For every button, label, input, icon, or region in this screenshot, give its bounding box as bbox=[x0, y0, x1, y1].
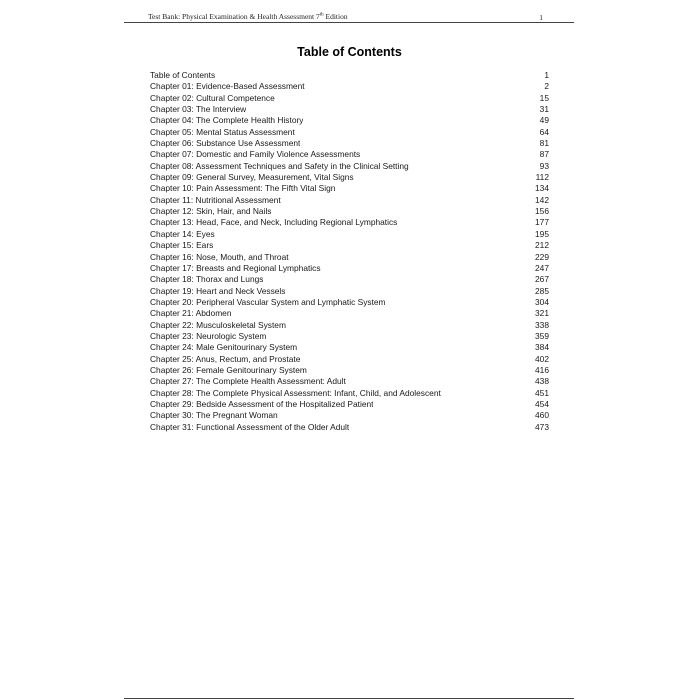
toc-entry[interactable] bbox=[150, 286, 549, 297]
toc-entry-label: Chapter 05: Mental Status Assessment bbox=[150, 126, 295, 137]
toc-heading: Table of Contents bbox=[297, 45, 402, 59]
toc-entry-page: 156 bbox=[535, 206, 549, 217]
toc-entry-label: Chapter 13: Head, Face, and Neck, Including Regional Lymphatics bbox=[150, 217, 398, 228]
toc-entry[interactable] bbox=[150, 354, 549, 365]
toc-entry-label: Chapter 10: Pain Assessment: The Fifth Vital Sign bbox=[150, 183, 336, 194]
toc-entry-page: 416 bbox=[535, 364, 549, 375]
toc-entry-label: Chapter 07: Domestic and Family Violence Assessments bbox=[150, 149, 361, 160]
toc-entry-label: Chapter 23: Neurologic System bbox=[150, 330, 267, 341]
toc-entry-page: 31 bbox=[539, 104, 549, 115]
toc-entry-label: Chapter 03: The Interview bbox=[150, 104, 247, 115]
toc-entry[interactable] bbox=[150, 195, 549, 206]
toc-entry[interactable] bbox=[150, 115, 549, 126]
toc-entry-label: Chapter 12: Skin, Hair, and Nails bbox=[150, 206, 272, 217]
toc-entry-page: 93 bbox=[539, 160, 549, 171]
header-page-number: 1 bbox=[539, 13, 543, 22]
toc-entry-page: 229 bbox=[535, 251, 549, 262]
header-divider bbox=[124, 22, 574, 23]
toc-entry-label: Chapter 28: The Complete Physical Assessment: Infant, Child, and Adolescent bbox=[150, 387, 441, 398]
toc-entry-page: 212 bbox=[535, 240, 549, 251]
toc-list bbox=[150, 70, 549, 433]
toc-entry-label: Chapter 24: Male Genitourinary System bbox=[150, 342, 298, 353]
toc-entry-page: 81 bbox=[539, 138, 549, 149]
toc-entry-label: Chapter 14: Eyes bbox=[150, 228, 215, 239]
toc-entry-page: 338 bbox=[535, 319, 549, 330]
toc-entry-page: 195 bbox=[535, 228, 549, 239]
toc-entry[interactable] bbox=[150, 104, 549, 115]
toc-entry-label: Chapter 27: The Complete Health Assessment: Adult bbox=[150, 376, 346, 387]
toc-entry-page: 134 bbox=[535, 183, 549, 194]
toc-entry-label: Chapter 22: Musculoskeletal System bbox=[150, 319, 286, 330]
toc-entry-label: Chapter 18: Thorax and Lungs bbox=[150, 274, 264, 285]
toc-entry[interactable] bbox=[150, 399, 549, 410]
toc-entry-page: 112 bbox=[535, 172, 549, 183]
toc-entry-page: 87 bbox=[539, 149, 549, 160]
toc-entry-label: Chapter 17: Breasts and Regional Lymphatics bbox=[150, 262, 321, 273]
toc-entry[interactable] bbox=[150, 365, 549, 376]
toc-entry[interactable] bbox=[150, 183, 549, 194]
footer-divider bbox=[124, 698, 574, 699]
toc-entry[interactable] bbox=[150, 263, 549, 274]
toc-entry[interactable] bbox=[150, 161, 549, 172]
toc-entry-label: Chapter 15: Ears bbox=[150, 240, 214, 251]
toc-entry-label: Chapter 21: Abdomen bbox=[150, 308, 232, 319]
toc-entry[interactable] bbox=[150, 331, 549, 342]
toc-entry[interactable] bbox=[150, 252, 549, 263]
toc-entry-page: 267 bbox=[535, 274, 549, 285]
toc-entry[interactable] bbox=[150, 206, 549, 217]
toc-entry-label: Table of Contents bbox=[150, 70, 216, 80]
header-title-text: Test Bank: Physical Examination & Health Assessment 7 bbox=[148, 12, 320, 21]
toc-entry-page: 321 bbox=[535, 308, 549, 319]
toc-entry-page: 402 bbox=[535, 353, 549, 364]
toc-entry-page: 304 bbox=[535, 296, 549, 307]
toc-entry[interactable] bbox=[150, 127, 549, 138]
toc-entry[interactable] bbox=[150, 342, 549, 353]
toc-entry-page: 2 bbox=[544, 81, 549, 92]
toc-entry-label: Chapter 01: Evidence-Based Assessment bbox=[150, 81, 305, 92]
toc-entry[interactable] bbox=[150, 240, 549, 251]
toc-entry-label: Chapter 26: Female Genitourinary System bbox=[150, 364, 307, 375]
toc-entry-page: 454 bbox=[535, 398, 549, 409]
toc-entry-label: Chapter 06: Substance Use Assessment bbox=[150, 138, 301, 149]
header-title bbox=[148, 12, 348, 21]
toc-entry-page: 15 bbox=[539, 92, 549, 103]
toc-entry-page: 49 bbox=[539, 115, 549, 126]
toc-entry-label: Chapter 29: Bedside Assessment of the Hospitalized Patient bbox=[150, 398, 374, 409]
toc-entry-page: 384 bbox=[535, 342, 549, 353]
toc-entry-page: 142 bbox=[535, 194, 549, 205]
toc-entry-page: 247 bbox=[535, 262, 549, 273]
toc-entry-label: Chapter 16: Nose, Mouth, and Throat bbox=[150, 251, 289, 262]
toc-entry-label: Chapter 19: Heart and Neck Vessels bbox=[150, 285, 286, 296]
header-title-superscript: th bbox=[319, 12, 324, 18]
toc-entry[interactable] bbox=[150, 70, 549, 81]
toc-entry-page: 1 bbox=[544, 70, 549, 80]
toc-entry-page: 285 bbox=[535, 285, 549, 296]
toc-entry-label: Chapter 09: General Survey, Measurement, Vital Signs bbox=[150, 172, 354, 183]
toc-entry[interactable] bbox=[150, 376, 549, 387]
toc-entry[interactable] bbox=[150, 410, 549, 421]
toc-entry-page: 177 bbox=[535, 217, 549, 228]
toc-entry-label: Chapter 30: The Pregnant Woman bbox=[150, 410, 278, 421]
toc-entry-label: Chapter 20: Peripheral Vascular System and Lymphatic System bbox=[150, 296, 386, 307]
toc-entry-page: 359 bbox=[535, 330, 549, 341]
toc-entry-label: Chapter 11: Nutritional Assessment bbox=[150, 194, 281, 205]
toc-entry[interactable] bbox=[150, 172, 549, 183]
toc-entry-label: Chapter 08: Assessment Techniques and Safety in the Clinical Setting bbox=[150, 160, 409, 171]
toc-entry-page: 460 bbox=[535, 410, 549, 421]
toc-entry-label: Chapter 25: Anus, Rectum, and Prostate bbox=[150, 353, 301, 364]
toc-entry-label: Chapter 04: The Complete Health History bbox=[150, 115, 304, 126]
toc-entry-page: 451 bbox=[535, 387, 549, 398]
toc-entry-label: Chapter 31: Functional Assessment of the Older Adult bbox=[150, 421, 350, 432]
toc-entry[interactable] bbox=[150, 138, 549, 149]
toc-entry[interactable] bbox=[150, 217, 549, 228]
toc-entry[interactable] bbox=[150, 229, 549, 240]
toc-entry[interactable] bbox=[150, 308, 549, 319]
toc-entry-label: Chapter 02: Cultural Competence bbox=[150, 92, 275, 103]
toc-entry-page: 438 bbox=[535, 376, 549, 387]
toc-entry[interactable] bbox=[150, 93, 549, 104]
toc-entry[interactable] bbox=[150, 149, 549, 160]
toc-entry-page: 64 bbox=[539, 126, 549, 137]
toc-entry[interactable] bbox=[150, 274, 549, 285]
toc-entry[interactable] bbox=[150, 81, 549, 92]
header-title-suffix: Edition bbox=[323, 12, 348, 21]
toc-entry[interactable] bbox=[150, 388, 549, 399]
toc-entry[interactable] bbox=[150, 297, 549, 308]
toc-entry-page: 473 bbox=[535, 421, 549, 432]
toc-entry[interactable] bbox=[150, 422, 549, 433]
toc-entry[interactable] bbox=[150, 320, 549, 331]
